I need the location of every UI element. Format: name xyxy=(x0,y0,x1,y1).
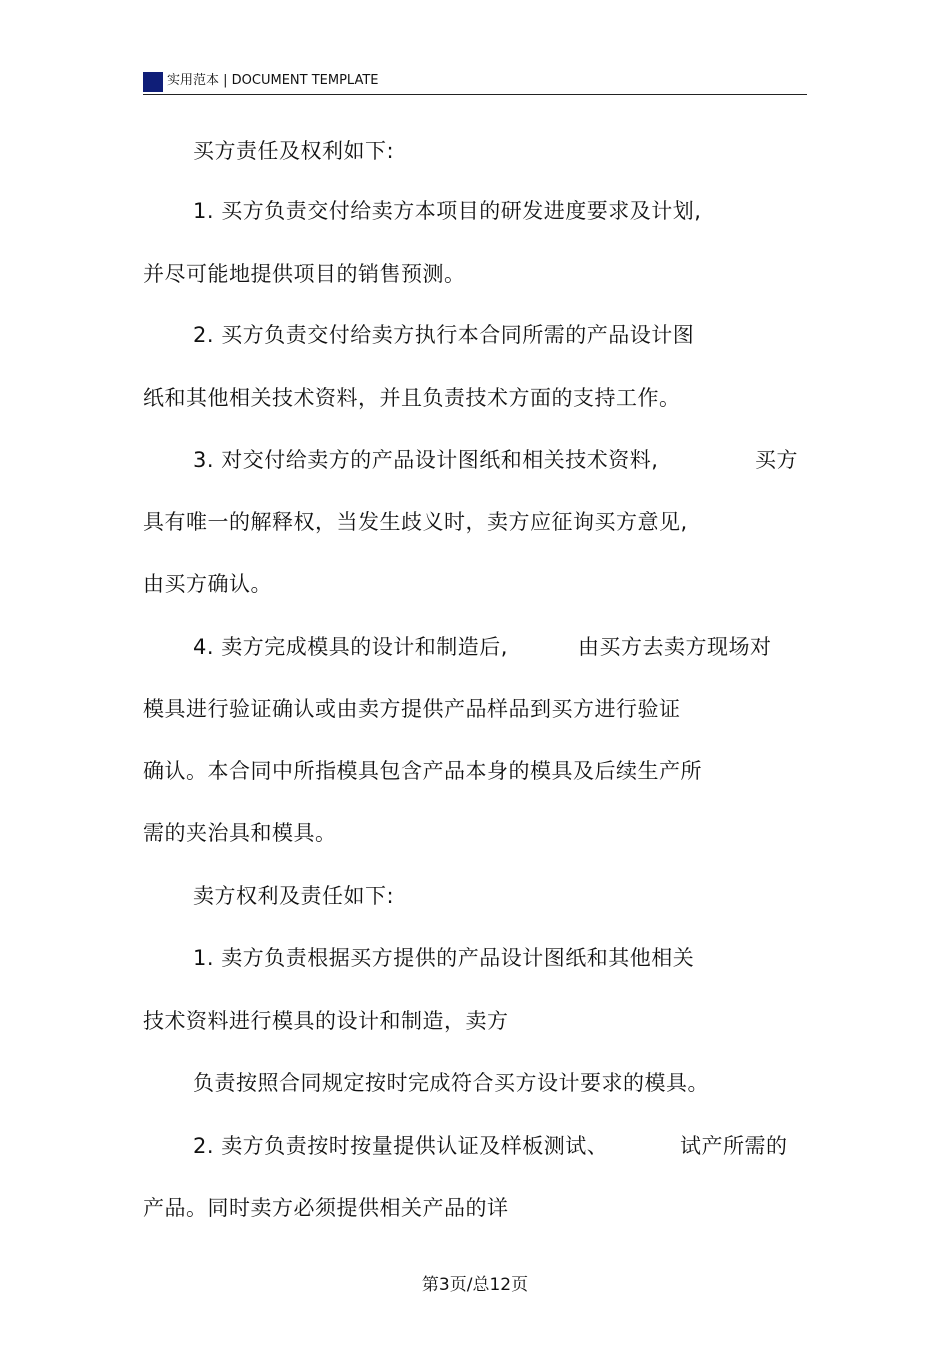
body-line: 买方责任及权利如下: xyxy=(193,139,395,163)
header-brand-text: 实用范本 | DOCUMENT TEMPLATE xyxy=(167,73,379,88)
body-line: 产品。同时卖方必须提供相关产品的详 xyxy=(143,1196,509,1220)
body-line: 需的夹治具和模具。 xyxy=(143,821,337,845)
body-line: 具有唯一的解释权，当发生歧义时，卖方应征询买方意见, xyxy=(143,510,688,534)
body-line: 并尽可能地提供项目的销售预测。 xyxy=(143,262,466,286)
body-line: 模具进行验证确认或由卖方提供产品样品到买方进行验证 xyxy=(143,697,681,721)
brand-square-icon xyxy=(143,72,163,92)
body-line: 1. 买方负责交付给卖方本项目的研发进度要求及计划, xyxy=(193,199,702,223)
body-line: 4. 卖方完成模具的设计和制造后, xyxy=(193,635,508,659)
body-line: 买方 xyxy=(755,448,798,472)
body-line: 2. 卖方负责按时按量提供认证及样板测试、 xyxy=(193,1134,609,1158)
body-line: 纸和其他相关技术资料，并且负责技术方面的支持工作。 xyxy=(143,386,681,410)
body-line: 技术资料进行模具的设计和制造，卖方 xyxy=(143,1009,509,1033)
body-line: 试产所需的 xyxy=(680,1134,788,1158)
document-header xyxy=(143,70,807,95)
body-line: 2. 买方负责交付给卖方执行本合同所需的产品设计图 xyxy=(193,323,695,347)
body-line: 负责按照合同规定按时完成符合买方设计要求的模具。 xyxy=(193,1071,709,1095)
body-line: 由买方确认。 xyxy=(143,572,272,596)
body-line: 确认。本合同中所指模具包含产品本身的模具及后续生产所 xyxy=(143,759,702,783)
body-line: 由买方去卖方现场对 xyxy=(578,635,772,659)
body-line: 3. 对交付给卖方的产品设计图纸和相关技术资料, xyxy=(193,448,659,472)
body-line: 1. 卖方负责根据买方提供的产品设计图纸和其他相关 xyxy=(193,946,695,970)
body-line: 卖方权利及责任如下: xyxy=(193,884,395,908)
page-number-footer: 第3页/总12页 xyxy=(421,1275,529,1295)
